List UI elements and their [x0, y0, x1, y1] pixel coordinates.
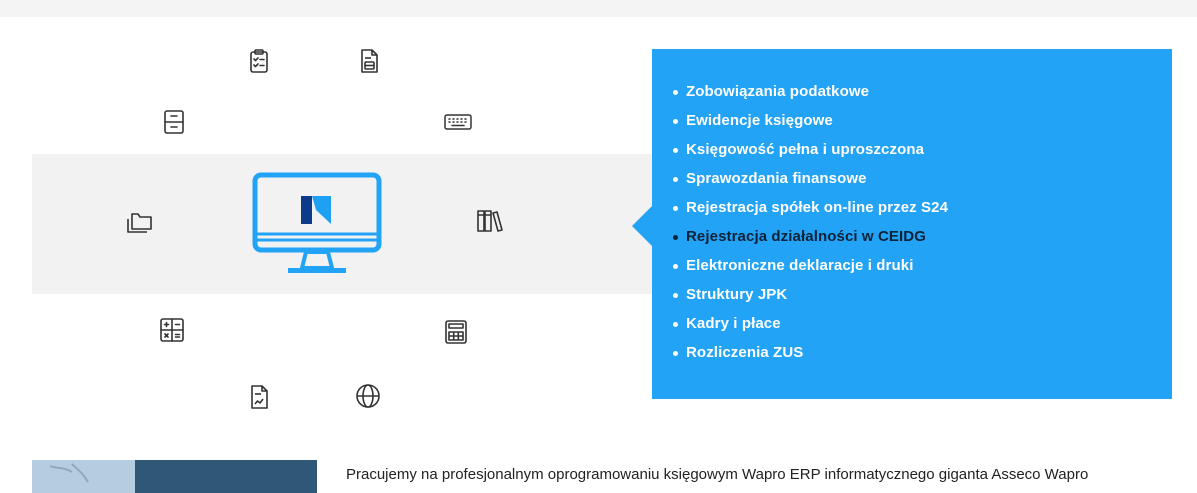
clipboard-checklist-icon — [245, 47, 273, 75]
service-item[interactable]: Rozliczenia ZUS — [673, 343, 948, 372]
filing-cabinet-icon — [160, 108, 188, 136]
top-strip — [0, 0, 1197, 17]
calculator-icon — [442, 318, 470, 346]
service-item[interactable]: Kadry i płace — [673, 314, 948, 343]
calculator-grid-icon — [158, 316, 186, 344]
office-photo — [32, 460, 317, 493]
globe-icon — [354, 382, 382, 410]
panel-pointer — [632, 206, 652, 246]
service-item[interactable]: Struktury JPK — [673, 285, 948, 314]
service-item[interactable]: Rejestracja spółek on-line przez S24 — [673, 198, 948, 227]
service-item[interactable]: Księgowość pełna i uproszczona — [673, 140, 948, 169]
services-list — [673, 82, 948, 372]
monitor-logo-icon — [252, 172, 382, 276]
keyboard-icon — [444, 108, 472, 136]
service-item[interactable]: Elektroniczne deklaracje i druki — [673, 256, 948, 285]
service-item[interactable]: Zobowiązania podatkowe — [673, 82, 948, 111]
document-form-icon — [355, 47, 383, 75]
service-item[interactable]: Ewidencje księgowe — [673, 111, 948, 140]
service-item-active[interactable]: Rejestracja działalności w CEIDG — [673, 227, 948, 256]
services-panel — [652, 49, 1172, 399]
bookshelf-icon — [476, 207, 504, 235]
intro-text: Pracujemy na profesjonalnym oprogramowaniu księgowym Wapro ERP informatycznego giganta Asseco Wapro — [346, 466, 1089, 483]
folder-icon — [125, 206, 153, 234]
document-chart-icon — [245, 383, 273, 411]
service-item[interactable]: Sprawozdania finansowe — [673, 169, 948, 198]
